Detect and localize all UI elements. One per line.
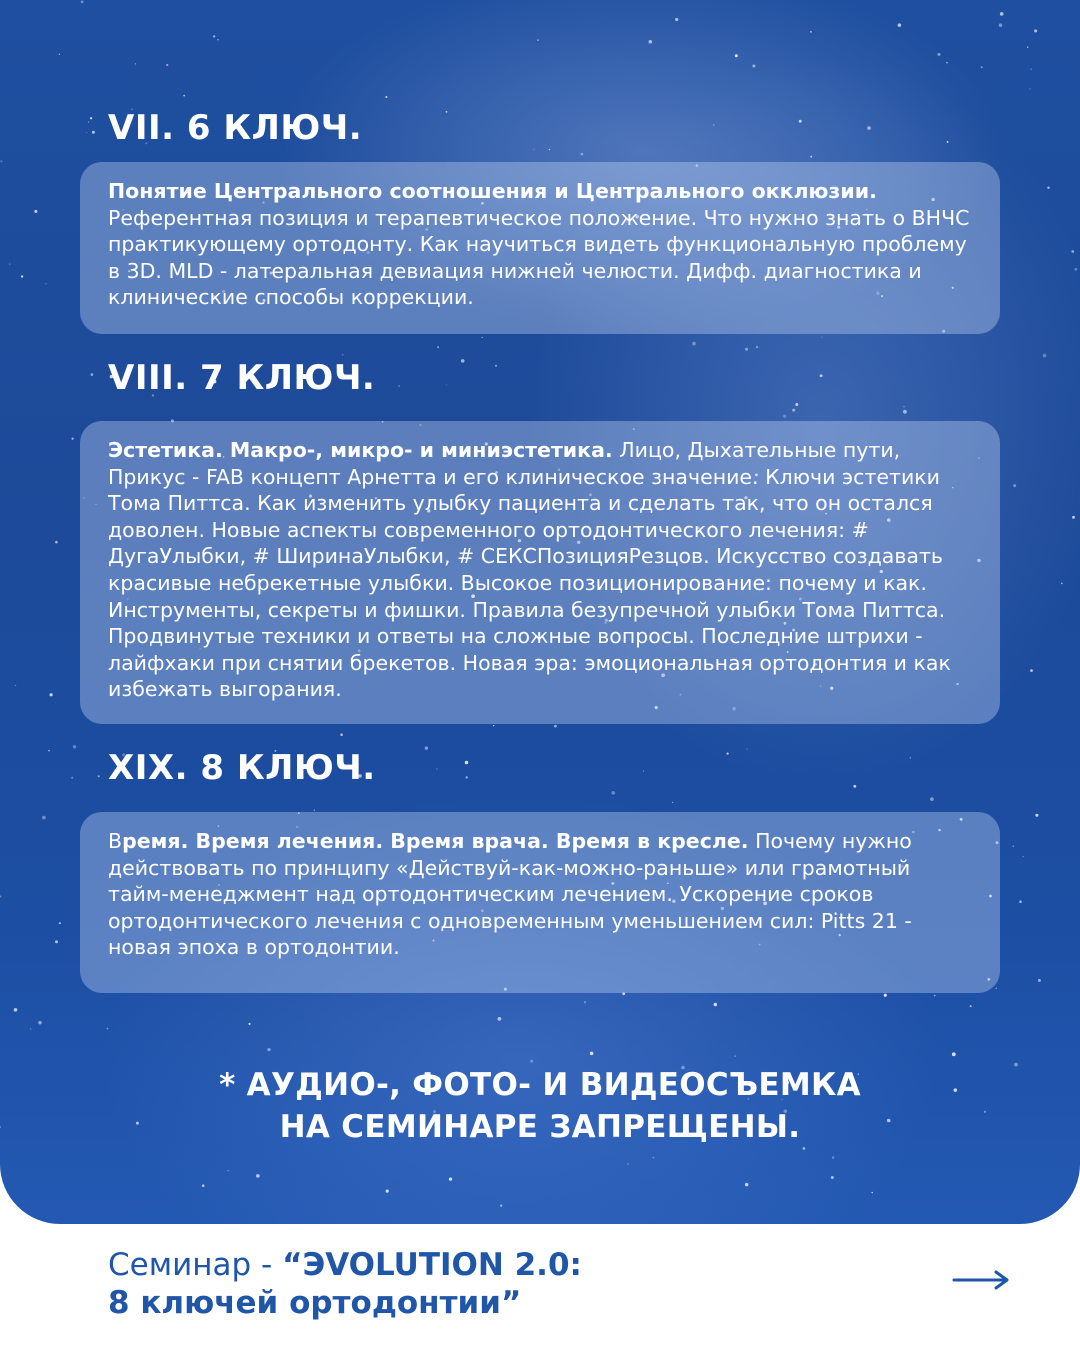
footer-prefix: Семинар -: [108, 1247, 283, 1283]
star: [747, 748, 748, 749]
star: [533, 149, 534, 150]
star: [42, 816, 46, 820]
star: [832, 1156, 834, 1158]
star: [92, 131, 95, 134]
section-card-7-bold: Эстетика. Макро-, микро- и миниэстетика.: [108, 438, 613, 462]
star: [71, 438, 73, 440]
star: [213, 35, 215, 37]
star: [643, 771, 644, 772]
star: [45, 283, 47, 285]
star: [649, 40, 653, 44]
star: [799, 120, 802, 123]
star: [461, 359, 465, 363]
star: [1038, 979, 1041, 982]
star: [1013, 484, 1016, 487]
star: [15, 685, 16, 686]
star: [446, 111, 448, 113]
star: [166, 64, 168, 66]
star: [248, 1023, 250, 1025]
star: [59, 54, 60, 55]
star: [0, 160, 2, 162]
star: [493, 725, 494, 726]
star: [1035, 814, 1038, 817]
star: [810, 31, 812, 33]
recording-notice: [0, 1064, 1080, 1148]
star: [981, 66, 983, 68]
star: [1029, 88, 1031, 90]
star: [903, 410, 907, 414]
star: [135, 63, 136, 64]
star: [1031, 68, 1032, 69]
star: [853, 785, 856, 788]
star: [50, 693, 53, 696]
section-card-6: [80, 162, 1000, 334]
star: [1000, 12, 1004, 16]
star: [970, 1005, 972, 1007]
recording-notice-line1: * АУДИО-, ФОТО- И ВИДЕОСЪЕМКА: [219, 1067, 861, 1103]
star: [1030, 669, 1033, 672]
star: [34, 210, 37, 213]
section-heading-6: VII. 6 КЛЮЧ.: [108, 108, 363, 148]
star: [500, 1204, 502, 1206]
star: [675, 18, 678, 21]
star: [202, 1184, 205, 1187]
section-card-8-bold: ремя. Время лечения. Время врача. Время в кресле.: [122, 829, 749, 853]
star: [21, 275, 23, 277]
star: [549, 149, 551, 151]
section-card-7: [80, 421, 1000, 724]
star: [937, 53, 940, 56]
star: [55, 541, 58, 544]
star: [1013, 845, 1014, 846]
star: [831, 1176, 834, 1179]
star: [1019, 900, 1022, 903]
star: [91, 373, 94, 376]
star: [756, 346, 758, 348]
star: [48, 750, 50, 752]
star: [947, 141, 949, 143]
star: [88, 122, 89, 123]
star: [910, 757, 911, 758]
arrow-right-icon[interactable]: [952, 1268, 1010, 1292]
star: [820, 374, 823, 377]
star: [340, 733, 343, 736]
star: [627, 1163, 629, 1165]
star: [934, 995, 936, 997]
star: [30, 1028, 31, 1029]
star: [735, 54, 738, 57]
star: [81, 1, 84, 4]
star: [745, 348, 748, 351]
star: [183, 95, 185, 97]
star: [449, 1177, 452, 1180]
star: [714, 1003, 718, 1007]
star: [653, 1157, 655, 1159]
star: [228, 1170, 229, 1171]
star: [1043, 354, 1047, 358]
star: [446, 384, 447, 385]
star: [1061, 583, 1063, 585]
star: [437, 346, 439, 348]
star: [495, 365, 497, 367]
star: [86, 132, 87, 133]
star: [256, 1174, 260, 1178]
section-card-8-text: Почему нужно действовать по принципу «Действуй-как-можно-раньше» или грамотный тайм-менеджмент над ортодонтическим лечением. Ускорение сроков ортодонтического лечения с одновременным уменьшением сил: Pitts 21 - новая эпоха в ортодонтии.: [108, 829, 912, 960]
star: [903, 406, 904, 407]
star: [465, 761, 469, 765]
star: [692, 342, 696, 346]
star: [1047, 187, 1049, 189]
star: [871, 1192, 872, 1193]
star: [792, 409, 795, 412]
star: [314, 809, 315, 810]
star: [436, 768, 437, 769]
star: [783, 415, 786, 418]
star: [14, 1008, 18, 1012]
star: [537, 39, 538, 40]
section-card-6-text: Референтная позиция и терапевтическое положение. Что нужно знать о ВНЧС практикующему ортодонту. Как научиться видеть функциональную проблему в 3D. MLD - латеральная девиация нижней челюсти. Дифф. диагностика и клинические способы коррекции.: [108, 205, 970, 310]
star: [90, 117, 92, 119]
section-card-8-prefix: В: [108, 829, 123, 853]
star: [611, 791, 615, 795]
star: [342, 354, 343, 355]
star: [713, 124, 714, 125]
star: [498, 1017, 502, 1021]
star: [795, 403, 798, 406]
star: [107, 1028, 109, 1030]
section-card-6-bold: Понятие Центрального соотношения и Центрального окклюзии.: [108, 179, 877, 203]
star: [386, 1190, 389, 1193]
section-card-8: [80, 812, 1000, 993]
star: [930, 797, 934, 801]
recording-notice-line2: НА СЕМИНАРЕ ЗАПРЕЩЕНЫ.: [279, 1109, 801, 1145]
star: [884, 994, 887, 997]
star: [425, 746, 428, 749]
star: [810, 156, 812, 158]
star: [584, 1001, 586, 1003]
star: [581, 153, 584, 156]
star: [946, 62, 948, 64]
star: [1071, 250, 1074, 253]
star: [999, 23, 1003, 27]
star: [9, 264, 10, 265]
section-heading-8: XIX. 8 КЛЮЧ.: [108, 748, 376, 788]
star: [71, 777, 73, 779]
star: [55, 940, 58, 943]
star: [530, 1060, 533, 1063]
section-heading-7: VIII. 7 КЛЮЧ.: [108, 358, 376, 398]
footer-title-line2: 8 ключей ортодонтии”: [108, 1285, 522, 1321]
star: [996, 988, 997, 989]
star: [734, 1055, 736, 1057]
star: [745, 1183, 748, 1186]
star: [727, 753, 729, 755]
star: [217, 39, 218, 40]
star: [1072, 516, 1075, 519]
star: [1027, 47, 1028, 48]
footer-title-line1: “ЭVOLUTION 2.0:: [282, 1247, 582, 1283]
star: [1075, 268, 1078, 271]
star: [952, 1052, 956, 1056]
star: [821, 337, 822, 338]
star: [38, 1021, 41, 1024]
star: [73, 745, 76, 748]
star: [0, 895, 1, 897]
star: [385, 96, 387, 98]
star: [481, 337, 482, 338]
star: [1034, 29, 1037, 32]
star: [98, 775, 100, 777]
star: [590, 1052, 594, 1056]
star: [898, 23, 902, 27]
star: [465, 776, 467, 778]
star: [398, 385, 400, 387]
star: [59, 922, 61, 924]
star: [867, 126, 871, 130]
star: [1022, 856, 1024, 858]
footer-title: [108, 1246, 582, 1322]
section-card-7-text: Лицо, Дыхательные пути, Прикус - FAB концепт Арнетта и его клиническое значение. Ключи эстетики Тома Питтса. Как изменить улыбку пациента и сделать так, что он остался доволен. Новые аспекты современного ортодонтического лечения: # ДугаУлыбки, # ШиринаУлыбки, # СЕКСПозицияРезцов. Искусство создавать красивые небрекетные улыбки. Высокое позиционирование: почему и как. Инструменты, секреты и фишки. Правила безупречной улыбки Тома Питтса. Продвинутые техники и ответы на сложные вопросы. Последние штрихи - лайфхаки при снятии брекетов. Новая эра: эмоциональная ортодонтия и как избежать выгорания.: [108, 438, 951, 702]
star: [267, 1048, 270, 1051]
star: [554, 725, 557, 728]
star: [672, 802, 673, 803]
star: [752, 65, 755, 68]
